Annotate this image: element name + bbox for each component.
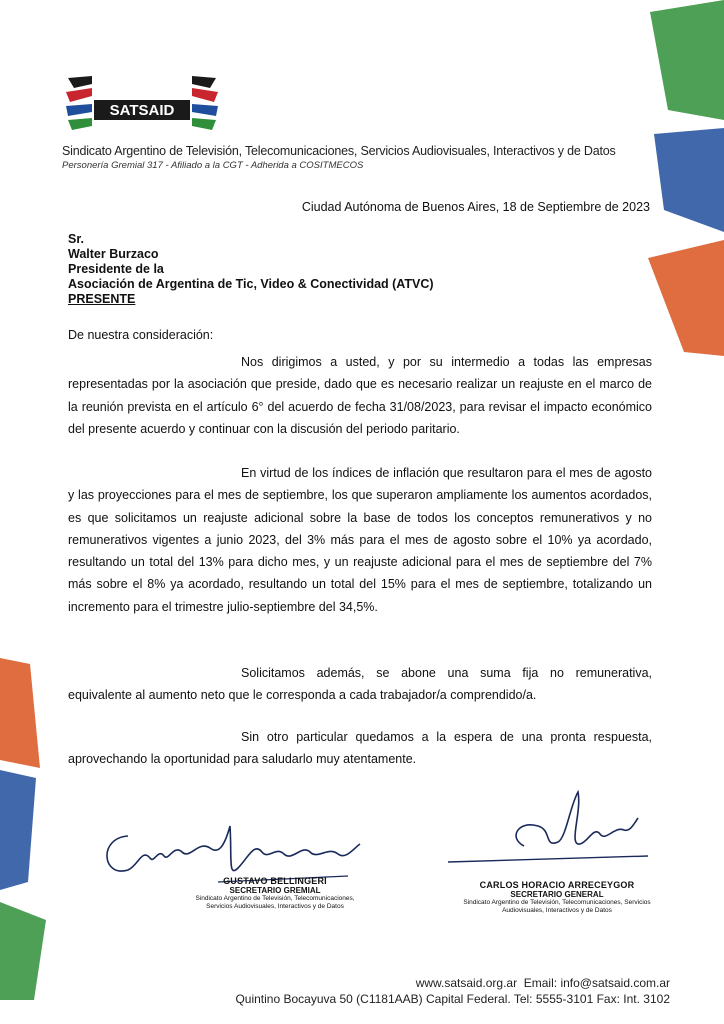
satsaid-logo bbox=[62, 70, 222, 140]
addressee-name: Walter Burzaco bbox=[68, 247, 159, 261]
body-paragraph-1: Nos dirigimos a usted, y por su intermedio a todas las empresas representadas por la asociación que preside, dado que es necesario realizar un reajuste en el marco de la reunión prevista en el artículo 6° del acuerdo de fecha 31/08/2023, para revisar el impacto económico del presente acuerdo y continuar con la discusión del periodo paritario. bbox=[68, 355, 652, 436]
footer-email-label: Email: bbox=[523, 976, 558, 990]
logo-right-swoosh-green bbox=[192, 118, 216, 130]
logo-left-swoosh-red bbox=[66, 88, 92, 102]
footer-tel: 5555-3101 bbox=[535, 992, 594, 1006]
signature-left-role: SECRETARIO GREMIAL bbox=[229, 886, 321, 895]
green-stripe-left bbox=[0, 902, 46, 1000]
org-subline: Personería Gremial 317 - Afiliado a la CGT - Adherida a COSITMECOS bbox=[62, 160, 364, 171]
blue-stripe-left bbox=[0, 770, 36, 890]
signature-right-stroke bbox=[516, 792, 638, 846]
logo-left-swoosh-dark bbox=[68, 76, 92, 88]
green-stripe-top bbox=[650, 0, 724, 120]
addressee-organization: Asociación de Argentina de Tic, Video & Conectividad (ATVC) bbox=[68, 277, 434, 291]
signature-right-role: SECRETARIO GENERAL bbox=[510, 890, 604, 899]
logo-right-swoosh-red bbox=[192, 88, 218, 102]
signature-right-scribble bbox=[448, 786, 648, 876]
signature-right-name: CARLOS HORACIO ARRECEYGOR bbox=[479, 880, 635, 890]
orange-stripe-left bbox=[0, 658, 40, 768]
footer-tel-label: Tel: bbox=[513, 992, 533, 1006]
footer-address-line bbox=[200, 992, 670, 1006]
addressee-role: Presidente de la bbox=[68, 262, 164, 276]
logo-text: SATSAID bbox=[109, 102, 175, 119]
signature-right-org: Sindicato Argentino de Televisión, Telecomunicaciones, Servicios Audiovisuales, Interactivos y de Datos bbox=[463, 899, 651, 914]
addressee-presente: PRESENTE bbox=[68, 292, 136, 306]
footer-email[interactable]: info@satsaid.com.ar bbox=[560, 976, 670, 990]
edge-stripes-left bbox=[0, 650, 60, 1010]
body-paragraph-4: Sin otro particular quedamos a la espera de una pronta respuesta, aprovechando la oportunidad para saludarlo muy atentamente. bbox=[68, 730, 652, 767]
signature-left bbox=[190, 876, 360, 911]
signature-left-stroke bbox=[107, 826, 360, 871]
logo-right-swoosh-dark bbox=[192, 76, 216, 88]
addressee-block bbox=[68, 232, 668, 307]
logo-left-swoosh-blue bbox=[66, 104, 92, 116]
footer-address: Quintino Bocayuva 50 (C1181AAB) Capital Federal. bbox=[235, 992, 511, 1006]
addressee-salutation: Sr. bbox=[68, 232, 84, 246]
logo-left-swoosh-green bbox=[68, 118, 92, 130]
signature-right bbox=[462, 880, 652, 915]
body-paragraph-3: Solicitamos además, se abone una suma fija no remunerativa, equivalente al aumento neto que le corresponda a cada trabajador/a comprendido/a. bbox=[68, 666, 652, 703]
signature-left-name: GUSTAVO BELLINGERI bbox=[223, 876, 327, 886]
org-name: Sindicato Argentino de Televisión, Telecomunicaciones, Servicios Audiovisuales, Interactivos y de Datos bbox=[62, 144, 616, 158]
signature-left-org: Sindicato Argentino de Televisión, Telecomunicaciones, Servicios Audiovisuales, Interactivos y de Datos bbox=[195, 895, 355, 910]
footer-contact bbox=[330, 976, 670, 990]
body-paragraph-2: En virtud de los índices de inflación que resultaron para el mes de agosto y las proyecciones para el mes de septiembre, los que superaron ampliamente los aumentos acordados, es que solicitamos un reajuste adicional sobre la base de todos los conceptos remunerativos y no remunerativos vigentes a junio 2023, del 3% más para el mes de agosto sobre el 10% ya acordado, resultando un total del 13% para dicho mes, y un reajuste adicional para el mes de septiembre del 7% más sobre el 8% ya acordado, resultando un total del 15% para el mes de septiembre, totalizando un incremento para el trimestre julio-septiembre del 34,5%. bbox=[68, 466, 652, 614]
date-line: Ciudad Autónoma de Buenos Aires, 18 de Septiembre de 2023 bbox=[301, 200, 650, 214]
footer-fax-label: Fax: bbox=[596, 992, 620, 1006]
footer-fax: Int. 3102 bbox=[623, 992, 670, 1006]
footer-website[interactable]: www.satsaid.org.ar bbox=[415, 976, 518, 990]
signature-right-line bbox=[448, 856, 648, 862]
logo-right-swoosh-blue bbox=[192, 104, 218, 116]
greeting: De nuestra consideración: bbox=[68, 328, 214, 342]
